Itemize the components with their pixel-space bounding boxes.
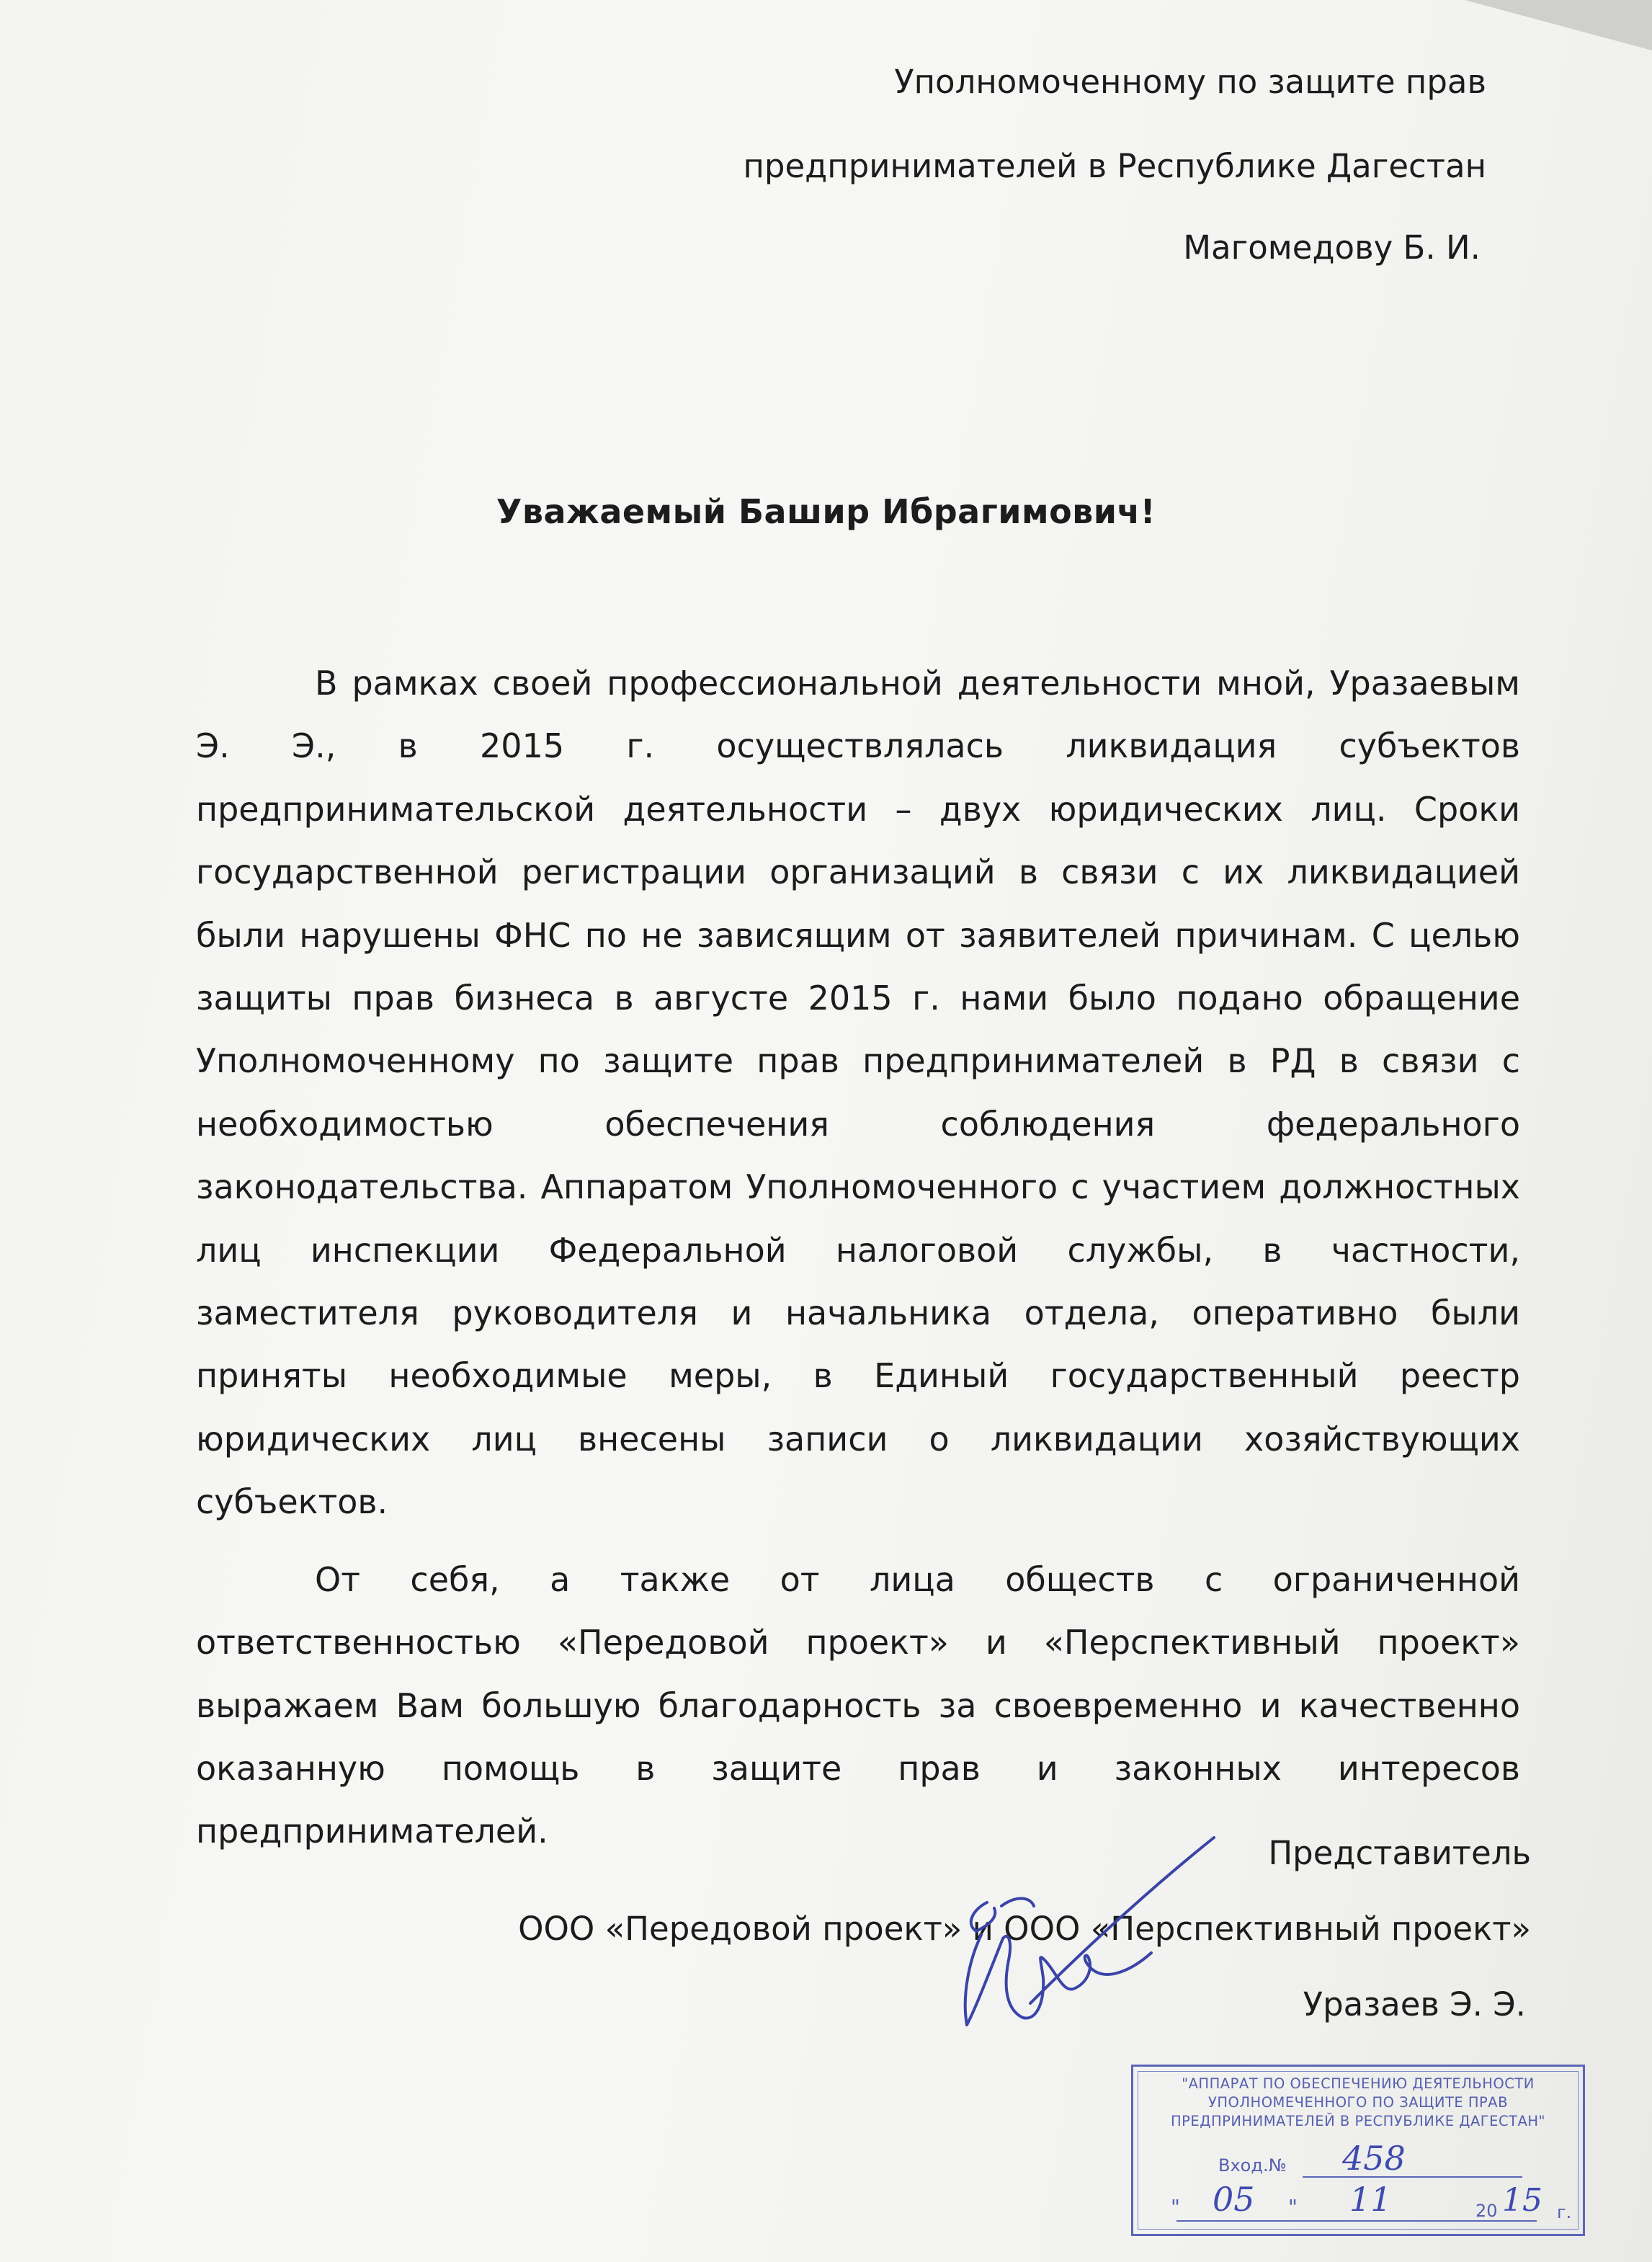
signatory-organizations: ООО «Передовой проект» и ООО «Перспективный проект» [518, 1910, 1531, 1948]
salutation: Уважаемый Башир Ибрагимович! [496, 492, 1156, 531]
stamp-month: 11 [1349, 2180, 1392, 2219]
stamp-day: 05 [1213, 2180, 1255, 2219]
stamp-date-underline [1177, 2220, 1537, 2222]
addressee-line-1: Уполномоченному по защите прав [894, 63, 1486, 101]
page-corner-shadow [1465, 0, 1652, 50]
stamp-number-underline [1303, 2176, 1522, 2178]
stamp-day-quote-open: " [1171, 2195, 1180, 2219]
stamp-header-line-1: "АППАРАТ ПО ОБЕСПЕЧЕНИЮ ДЕЯТЕЛЬНОСТИ [1182, 2075, 1535, 2092]
signatory-title: Представитель [1268, 1834, 1531, 1872]
stamp-header-line-3: ПРЕДПРИНИМАТЕЛЕЙ В РЕСПУБЛИКЕ ДАГЕСТАН" [1171, 2113, 1545, 2129]
addressee-line-2: предпринимателей в Республике Дагестан [743, 147, 1486, 185]
incoming-registration-stamp [1131, 2065, 1585, 2236]
body-paragraph-2: От себя, а также от лица обществ с ограниченной ответственностью «Передовой проект» и «Перспективный проект» выражаем Вам большую благодарность за своевременно и качественно оказанную помощь в защите прав и законных интересов предпринимателей. [196, 1559, 1520, 1851]
stamp-year-prefix: 20 [1475, 2201, 1498, 2221]
addressee-line-3: Магомедову Б. И. [1183, 228, 1481, 267]
body-paragraph-1: В рамках своей профессиональной деятельности мной, Уразаевым Э. Э., в 2015 г. осуществлялась ликвидация субъектов предпринимательской деятельности – двух юридических лиц. Сроки государственной регистрации организаций в связи с их ликвидацией были нарушены ФНС по не зависящим от заявителей причинам. С целью защиты прав бизнеса в августе 2015 г. нами было подано обращение Уполномоченному по защите прав предпринимателей в РД в связи с необходимостью обеспечения соблюдения федерального законодательства. Аппаратом Уполномоченного с участием должностных лиц инспекции Федеральной налоговой службы, в частности, заместителя руководителя и начальника отдела, оперативно были приняты необходимые меры, в Единый государственный реестр юридических лиц внесены записи о ликвидации хозяйствующих субъектов. [196, 664, 1520, 1522]
handwritten-signature [922, 1816, 1239, 2061]
stamp-day-quote-close: " [1288, 2195, 1298, 2219]
stamp-year-suffix: г. [1557, 2202, 1572, 2222]
stamp-incoming-number: 458 [1342, 2139, 1406, 2178]
stamp-incoming-label: Вход.№ [1218, 2155, 1287, 2176]
signatory-name: Уразаев Э. Э. [1303, 1985, 1526, 2023]
stamp-header-line-2: УПОЛНОМЕЧЕННОГО ПО ЗАЩИТЕ ПРАВ [1207, 2094, 1509, 2111]
letter-body [196, 652, 1520, 1864]
stamp-year: 15 [1502, 2182, 1542, 2219]
